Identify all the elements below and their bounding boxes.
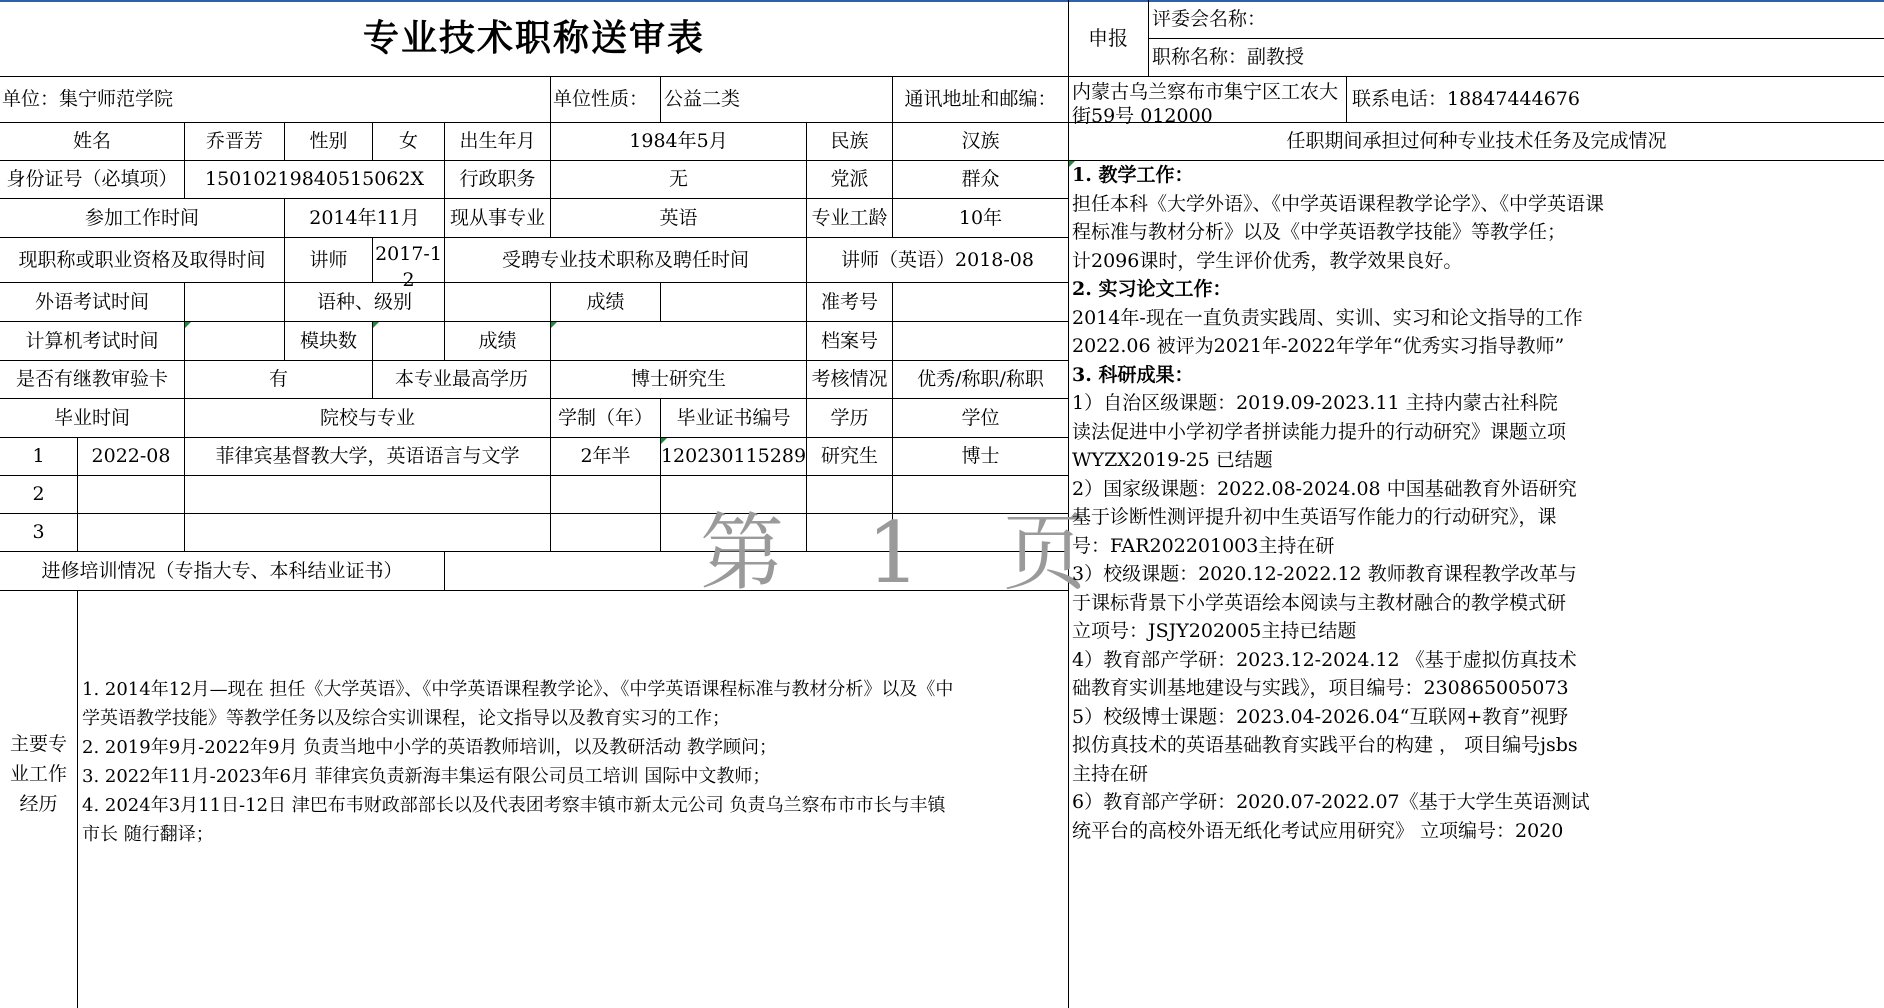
tasks-line: 立项号：JSJY202005主持已结题 xyxy=(1072,620,1357,642)
tasks-line: 1）自治区级课题：2019.09-2023.11 主持内蒙古社科院 xyxy=(1072,392,1558,414)
name-value[interactable]: 乔晋芳 xyxy=(205,130,263,152)
title-name[interactable]: 职称名称：副教授 xyxy=(1152,46,1305,68)
tasks-line: 3）校级课题：2020.12-2022.12 教师教育课程教学改革与 xyxy=(1072,563,1577,585)
edu-duration[interactable] xyxy=(551,513,660,551)
tasks-line: 拟仿真技术的英语基础教育实践平台的构建 ， 项目编号jsbs xyxy=(1072,734,1578,756)
highest-edu-value[interactable]: 博士研究生 xyxy=(630,368,726,390)
id-label: 身份证号（必填项） xyxy=(6,168,178,190)
edu-time[interactable] xyxy=(78,513,184,551)
main-work-line: 1. 2014年12月—现在 担任《大学英语》、《中学英语课程教学论》、《中学英语课程标准与教材分析》以及《中 xyxy=(82,679,954,700)
lang-kind-label: 语种、级别 xyxy=(316,290,412,313)
highest-edu-label: 本专业最高学历 xyxy=(394,368,528,390)
tasks-section-heading: 2. 实习论文工作： xyxy=(1072,278,1232,300)
training-label: 进修培训情况（专指大专、本科结业证书） xyxy=(41,559,403,582)
main-work-label-1: 主要专 xyxy=(9,733,67,755)
tasks-line: 2022.06 被评为2021年-2022年学年“优秀实习指导教师” xyxy=(1072,335,1565,357)
declare-label: 申报 xyxy=(1088,26,1128,50)
main-work-line: 2. 2019年9月-2022年9月 负责当地中小学的英语教师培训，以及教研活动 教学顾问； xyxy=(82,737,777,758)
tasks-line: 2）国家级课题：2022.08-2024.08 中国基础教育外语研究 xyxy=(1072,477,1577,500)
computer-modules-label: 模块数 xyxy=(299,329,357,352)
tasks-line: 主持在研 xyxy=(1072,762,1149,785)
cell-marker xyxy=(373,322,379,328)
committee-name[interactable]: 评委会名称： xyxy=(1152,8,1267,30)
edu-school[interactable]: 菲律宾基督教大学，英语语言与文学 xyxy=(215,445,520,467)
edu-school[interactable] xyxy=(185,513,550,551)
lang-exam-label: 外语考试时间 xyxy=(34,290,149,313)
tasks-line: 基于诊断性测评提升初中生英语写作能力的行动研究》，课 xyxy=(1072,506,1557,528)
work-start-value[interactable]: 2014年11月 xyxy=(309,206,420,229)
cell-marker xyxy=(185,322,191,328)
hired-title-label: 受聘专业技术职称及聘任时间 xyxy=(501,248,749,271)
tasks-line: 担任本科《大学外语》、《中学英语课程教学论学》、《中学英语课 xyxy=(1072,192,1605,215)
lang-ticket-label: 准考号 xyxy=(820,290,878,313)
tasks-line: 2014年-现在一直负责实践周、实训、实习和论文指导的工作 xyxy=(1072,306,1583,329)
party-label: 党派 xyxy=(830,168,869,190)
unit-nature-label: 单位性质： xyxy=(553,88,649,110)
assess-value[interactable]: 优秀/称职/称职 xyxy=(917,368,1044,390)
edu-degree[interactable]: 博士 xyxy=(961,445,1000,467)
id-value[interactable]: 15010219840515062X xyxy=(204,168,425,190)
major-value[interactable]: 英语 xyxy=(659,206,698,229)
page-title: 专业技术职称送审表 xyxy=(362,17,705,59)
work-years-value[interactable]: 10年 xyxy=(958,206,1003,229)
ethnic-label: 民族 xyxy=(830,130,869,152)
school-header: 院校与专业 xyxy=(319,406,415,429)
edu-time[interactable] xyxy=(78,475,184,513)
tasks-line: 于课标背景下小学英语绘本阅读与主教材融合的教学模式研 xyxy=(1072,591,1567,614)
edu-time[interactable]: 2022-08 xyxy=(91,445,171,467)
tasks-line: 6）教育部产学研：2020.07-2022.07《基于大学生英语测试 xyxy=(1072,791,1590,813)
edu-duration[interactable] xyxy=(551,475,660,513)
page-watermark: 第 1 页 xyxy=(700,504,1115,602)
gender-label: 性别 xyxy=(309,130,348,152)
main-work-line: 市长 随行翻译； xyxy=(82,824,214,845)
tasks-line: 统平台的高校外语无纸化考试应用研究》 立项编号：2020 xyxy=(1072,819,1564,842)
edu-cert[interactable]: 120230115289 xyxy=(661,445,806,467)
address-value[interactable]: 内蒙古乌兰察布市集宁区工农大街59号 012000 xyxy=(1072,81,1339,126)
assess-label: 考核情况 xyxy=(811,368,888,390)
party-value[interactable]: 群众 xyxy=(961,168,1000,190)
major-label: 现从事专业 xyxy=(449,206,545,229)
tasks-line: 计2096课时，学生评价优秀，教学效果良好。 xyxy=(1072,249,1463,272)
work-start-label: 参加工作时间 xyxy=(84,206,199,229)
admin-label: 行政职务 xyxy=(459,168,536,190)
tasks-section-heading: 3. 科研成果： xyxy=(1072,363,1194,386)
current-title-date[interactable]: 2017-12 xyxy=(375,243,442,286)
hired-title-value[interactable]: 讲师（英语）2018-08 xyxy=(841,248,1034,271)
lang-score-label: 成绩 xyxy=(586,290,625,313)
edu-school[interactable] xyxy=(185,475,550,513)
edu-no: 2 xyxy=(32,483,45,505)
birth-value[interactable]: 1984年5月 xyxy=(629,130,728,152)
cell-marker xyxy=(551,322,557,328)
computer-exam-label: 计算机考试时间 xyxy=(25,329,159,352)
card-label: 是否有继教审验卡 xyxy=(15,368,168,390)
tasks-line: 础教育实训基地建设与实践》，项目编号：230865005073 xyxy=(1072,677,1569,699)
tasks-line: 读法促进中小学初学者拼读能力提升的行动研究》课题立项 xyxy=(1072,420,1567,443)
tasks-section-heading: 1. 教学工作： xyxy=(1072,164,1194,186)
work-years-label: 专业工龄 xyxy=(811,206,888,229)
unit-field[interactable]: 单位：集宁师范学院 xyxy=(2,88,174,110)
tasks-line: 5）校级博士课题：2023.04-2026.04“互联网+教育”视野 xyxy=(1072,705,1568,728)
duration-header: 学制（年） xyxy=(557,406,653,429)
tasks-line: WYZX2019-25 已结题 xyxy=(1072,449,1273,471)
main-work-label-2: 业工作 xyxy=(9,763,67,785)
main-work-label-3: 经历 xyxy=(19,793,58,815)
edu-no: 3 xyxy=(32,521,45,543)
current-title-label: 现职称或职业资格及取得时间 xyxy=(18,248,266,271)
main-work-line: 3. 2022年11月-2023年6月 菲律宾负责新海丰集运有限公司员工培训 国际中文教师； xyxy=(82,766,771,787)
tasks-header: 任职期间承担过何种专业技术任务及完成情况 xyxy=(1286,130,1667,152)
tasks-line: 号：FAR202201003主持在研 xyxy=(1072,534,1335,557)
archive-label: 档案号 xyxy=(820,329,878,352)
tasks-line: 程标准与教材分析》以及《中学英语教学技能》等教学任； xyxy=(1072,221,1567,243)
computer-score-label: 成绩 xyxy=(478,329,517,352)
current-title-value[interactable]: 讲师 xyxy=(309,248,348,271)
degree-level-header: 学历 xyxy=(830,406,869,429)
cert-header: 毕业证书编号 xyxy=(676,406,791,429)
name-label: 姓名 xyxy=(72,130,111,152)
edu-duration[interactable]: 2年半 xyxy=(580,445,631,467)
grad-time-header: 毕业时间 xyxy=(53,406,130,429)
card-value[interactable]: 有 xyxy=(268,368,288,390)
gender-value[interactable]: 女 xyxy=(398,130,418,152)
degree-header: 学位 xyxy=(961,406,1000,429)
admin-value[interactable]: 无 xyxy=(668,168,688,190)
unit-nature-value[interactable]: 公益二类 xyxy=(664,88,741,110)
main-work-line: 学英语教学技能》等教学任务以及综合实训课程，论文指导以及教育实习的工作； xyxy=(82,708,730,729)
ethnic-value[interactable]: 汉族 xyxy=(961,130,1000,152)
main-work-line: 4. 2024年3月11日-12日 津巴布韦财政部部长以及代表团考察丰镇市新太元公司 负责乌兰察布市市长与丰镇 xyxy=(82,795,946,816)
tasks-line: 4）教育部产学研：2023.12-2024.12 《基于虚拟仿真技术 xyxy=(1072,648,1577,671)
phone-field[interactable]: 联系电话：18847444676 xyxy=(1352,88,1580,110)
edu-level[interactable]: 研究生 xyxy=(820,445,878,467)
edu-no: 1 xyxy=(32,445,45,467)
birth-label: 出生年月 xyxy=(459,130,536,152)
address-label: 通讯地址和邮编： xyxy=(904,88,1057,110)
